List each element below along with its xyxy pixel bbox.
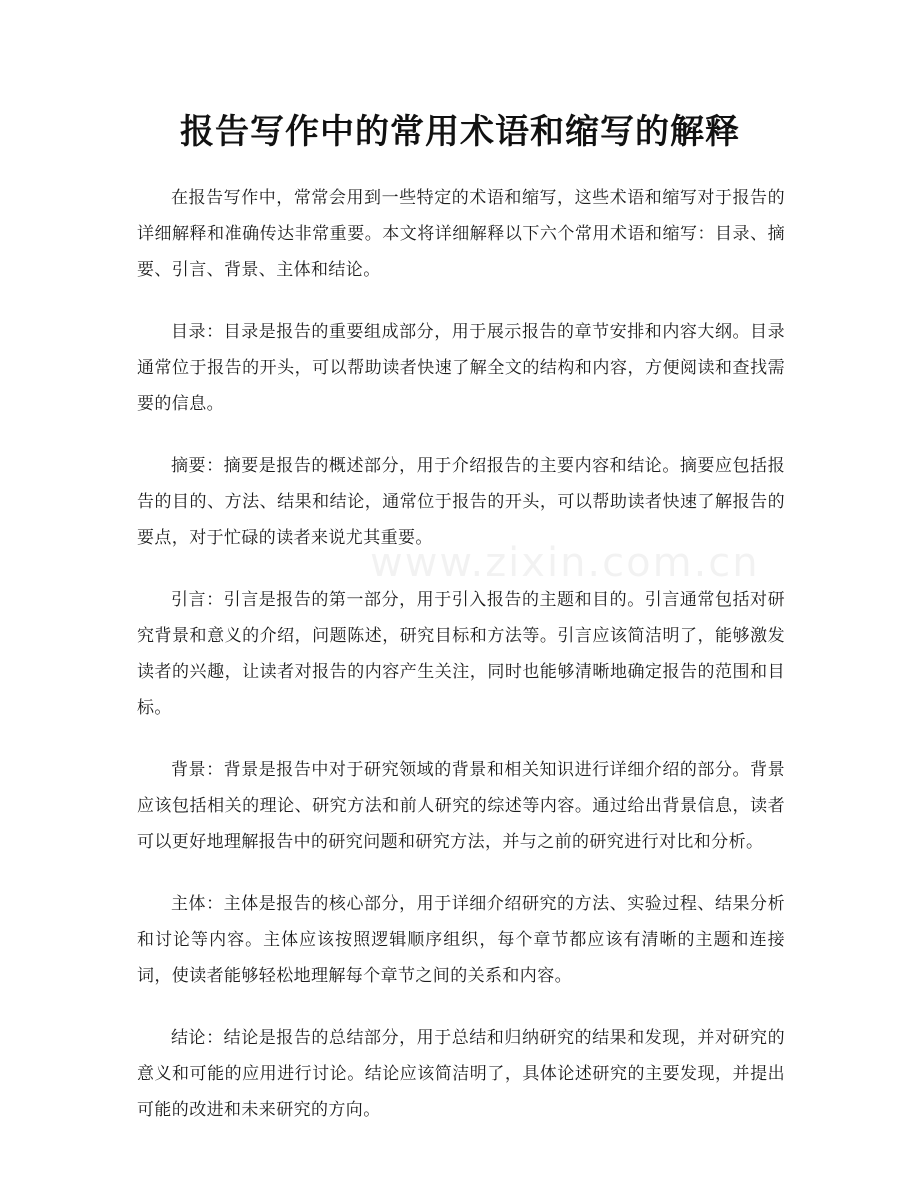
paragraph-intro: 在报告写作中，常常会用到一些特定的术语和缩写，这些术语和缩写对于报告的详细解释和准确传达非常重要。本文将详细解释以下六个常用术语和缩写：目录、摘要、引言、背景、主体和结论。 xyxy=(137,188,785,280)
watermark: www.zixin.com.cn xyxy=(370,540,760,586)
paragraph-background: 背景：背景是报告中对于研究领域的背景和相关知识进行详细介绍的部分。背景应该包括相关的理论、研究方法和前人研究的综述等内容。通过给出背景信息，读者可以更好地理解报告中的研究问题和研究方法，并与之前的研究进行对比和分析。 xyxy=(137,760,785,852)
paragraph-main-body: 主体：主体是报告的核心部分，用于详细介绍研究的方法、实验过程、结果分析和讨论等内容。主体应该按照逻辑顺序组织，每个章节都应该有清晰的主题和连接词，使读者能够轻松地理解每个章节之间的关系和内容。 xyxy=(137,894,785,986)
paragraph-contents: 目录：目录是报告的重要组成部分，用于展示报告的章节安排和内容大纲。目录通常位于报告的开头，可以帮助读者快速了解全文的结构和内容，方便阅读和查找需要的信息。 xyxy=(137,322,785,414)
paragraph-introduction: 引言：引言是报告的第一部分，用于引入报告的主题和目的。引言通常包括对研究背景和意义的介绍，问题陈述，研究目标和方法等。引言应该简洁明了，能够激发读者的兴趣，让读者对报告的内容产生关注，同时也能够清晰地确定报告的范围和目标。 xyxy=(137,590,785,718)
paragraph-abstract: 摘要：摘要是报告的概述部分，用于介绍报告的主要内容和结论。摘要应包括报告的目的、方法、结果和结论，通常位于报告的开头，可以帮助读者快速了解报告的要点，对于忙碌的读者来说尤其重要。 xyxy=(137,456,785,548)
document-title: 报告写作中的常用术语和缩写的解释 xyxy=(180,112,740,152)
paragraph-conclusion: 结论：结论是报告的总结部分，用于总结和归纳研究的结果和发现，并对研究的意义和可能的应用进行讨论。结论应该简洁明了，具体论述研究的主要发现，并提出可能的改进和未来研究的方向。 xyxy=(137,1028,785,1120)
document-body xyxy=(137,180,785,1154)
